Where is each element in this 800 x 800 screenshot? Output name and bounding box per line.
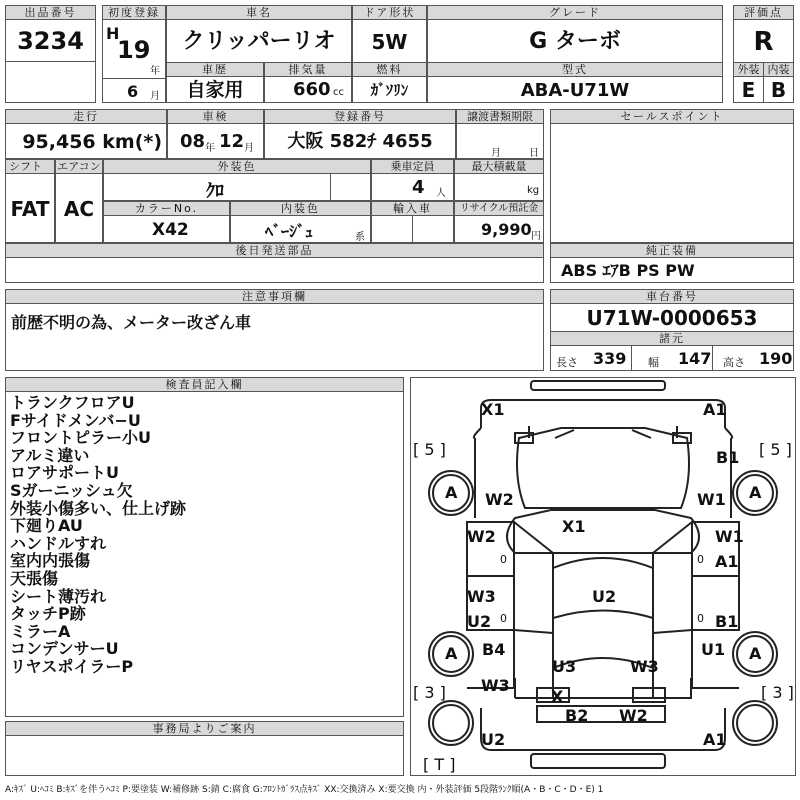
height: 190: [759, 349, 793, 368]
capacity-cell: [371, 173, 454, 201]
lot-blank: [5, 61, 96, 103]
mark-front-bumper-left: X1: [481, 400, 505, 419]
mark-right-quarter: U1: [701, 640, 726, 659]
mark-rear-bumper-right: A1: [703, 730, 727, 749]
color-no-header: カラーNo.: [103, 201, 230, 216]
inspector-line: シート薄汚れ: [10, 586, 107, 606]
recycle-unit: 円: [531, 231, 541, 242]
mark-right-fender: W1: [697, 490, 726, 509]
mark-right-fender-top: B1: [716, 448, 740, 467]
int-color-suffix: 系: [355, 232, 365, 243]
transfer-header: 譲渡書類期限: [456, 109, 544, 124]
mark-front-right-wheel: A: [749, 483, 762, 502]
mark-rear-left-wheel: A: [445, 644, 458, 663]
ac: AC: [55, 173, 103, 243]
capacity-unit: 人: [436, 188, 446, 199]
height-label: 高さ: [723, 356, 745, 369]
later-parts: [5, 257, 544, 283]
inspection-header: 車検: [167, 109, 264, 124]
mark-right-front-door-2: A1: [715, 552, 739, 571]
history: 自家用: [166, 76, 264, 103]
transfer-day-unit: 日: [529, 148, 539, 159]
model-header: 型式: [427, 62, 723, 77]
sales-point: [550, 123, 794, 243]
spec-length-cell: [550, 345, 632, 371]
exterior-grade: E: [733, 76, 764, 103]
int-color-cell: [230, 215, 371, 243]
displacement-unit: cc: [333, 87, 344, 98]
car-name-header: 車名: [166, 5, 352, 20]
mark-front-left-wheel: A: [445, 483, 458, 502]
mark-left-rear-door: W3: [467, 587, 496, 606]
legend: A:ｷｽﾞ U:ﾍｺﾐ B:ｷｽﾞを伴うﾍｺﾐ P:要塗装 W:補修跡 S:錆 C:腐食 G:ﾌﾛﾝﾄｶﾞﾗｽ点ｷｽﾞ XX:交換済み X:要交換 内・外装評価 5段階ﾗﾝｸ順(A・B・C・D・E) 1: [5, 785, 604, 795]
model: ABA-U71W: [427, 76, 723, 103]
reg-year: 19: [117, 36, 151, 64]
transfer-cell: [456, 123, 544, 159]
notes-text: 前歴不明の為、メーター改ざん車: [5, 303, 544, 371]
insp-year-unit: 年: [205, 143, 215, 154]
plate-header: 登録番号: [264, 109, 456, 124]
displacement-cell: [264, 76, 352, 103]
later-parts-header: 後日発送部品: [5, 243, 544, 258]
inspector-line: Sガーニッシュ欠: [10, 480, 133, 500]
inspector-header: 検査員記入欄: [5, 377, 404, 392]
fuel: ｶﾞｿﾘﾝ: [352, 76, 427, 103]
max-load-cell: [454, 173, 544, 201]
shift: FAT: [5, 173, 55, 243]
fuel-header: 燃料: [352, 62, 427, 77]
ext-color-extra: [330, 173, 371, 201]
era: H: [106, 24, 120, 43]
mark-left-front-door: W2: [467, 527, 496, 546]
ext-color-header: 外装色: [103, 159, 371, 174]
width-label: 幅: [648, 356, 659, 369]
mark-rear-panel-left: B2: [565, 706, 589, 725]
mark-left-quarter: B4: [482, 640, 506, 659]
reg-month: 6: [127, 82, 139, 101]
import-cell-a: [371, 215, 413, 243]
score-header: 評価点: [733, 5, 794, 20]
recycle-cell: [454, 215, 544, 243]
office-notes: [5, 735, 404, 776]
mark-roof: U2: [592, 587, 617, 606]
bracket-rear-left: [ 3 ]: [413, 683, 446, 702]
mark-rear-right-wheel: A: [749, 644, 762, 663]
ext-color: ｸﾛ: [206, 181, 224, 201]
insp-month-unit: 月: [244, 143, 254, 154]
max-load-header: 最大積載量: [454, 159, 544, 174]
inspector-line: リヤスポイラーP: [10, 656, 134, 676]
chassis: U71W-0000653: [550, 303, 794, 332]
capacity: 4: [412, 177, 425, 198]
length-label: 長さ: [556, 356, 578, 369]
int-color: ﾍﾞｰｼﾞｭ: [265, 222, 314, 241]
mark-front-bumper-right: A1: [703, 400, 727, 419]
reg-month-unit: 月: [150, 91, 160, 102]
genuine: ABS ｴｱB PS PW: [550, 257, 794, 283]
mark-rear-hatch-left: U3: [552, 657, 577, 676]
lot-number: 3234: [5, 19, 96, 62]
color-no: X42: [103, 215, 230, 243]
door-handle-left-rear: 0: [500, 612, 507, 625]
inspector-line: 室内内張傷: [10, 551, 91, 571]
notes-header: 注意事項欄: [5, 289, 544, 304]
inspector-line: 天張傷: [10, 568, 59, 588]
max-load-unit: kg: [527, 185, 540, 196]
transfer-month-unit: 月: [491, 148, 501, 159]
mark-rear-panel-right: W2: [619, 706, 648, 725]
score: R: [733, 19, 794, 63]
inspector-line: ミラーA: [10, 621, 71, 641]
first-reg-header: 初度登録: [102, 5, 166, 20]
bracket-front-right: [ 5 ]: [759, 440, 792, 459]
inspector-line: Fサイドメンバ−U: [10, 410, 141, 430]
mark-left-fender: W2: [485, 490, 514, 509]
grade: G ターボ: [427, 19, 723, 63]
history-header: 車歴: [166, 62, 264, 77]
ext-color-cell: [103, 173, 331, 201]
mark-left-rear: W3: [481, 676, 510, 695]
bracket-front-left: [ 5 ]: [413, 440, 446, 459]
door-handle-right-rear: 0: [697, 612, 704, 625]
spec-height-cell: [712, 345, 794, 371]
displacement: 660: [293, 79, 331, 100]
mark-rear-lamp: X: [551, 687, 564, 706]
door-type: 5W: [352, 19, 427, 63]
mileage: 95,456 km(*): [5, 123, 167, 159]
inspector-line: 外装小傷多い、仕上げ跡: [10, 498, 187, 518]
mark-windshield: X1: [562, 517, 586, 536]
import-header: 輸入車: [371, 201, 454, 216]
insp-month: 12: [219, 131, 245, 152]
int-color-header: 内装色: [230, 201, 371, 216]
inspector-line: タッチP跡: [10, 604, 86, 624]
car-diagram: [410, 377, 796, 776]
mark-rear-bumper-left: U2: [481, 730, 506, 749]
shift-header: シフト: [5, 159, 55, 174]
mark-rear-hatch-right: W3: [630, 657, 659, 676]
insp-year: 08: [180, 131, 206, 152]
inspection-cell: [167, 123, 264, 159]
inspector-notes: [5, 391, 404, 717]
plate: 大阪 582ﾁ 4655: [264, 123, 456, 159]
grade-header: グレード: [427, 5, 723, 20]
office-header: 事務局よりご案内: [5, 721, 404, 736]
displacement-header: 排気量: [264, 62, 352, 77]
mark-right-rear-door: B1: [715, 612, 739, 631]
spec-width-cell: [631, 345, 713, 371]
exterior-header: 外装: [733, 62, 764, 77]
bracket-trunk: [ T ]: [423, 755, 456, 774]
door-header: ドア形状: [352, 5, 427, 20]
import-cell-b: [412, 215, 454, 243]
first-reg-month-cell: [102, 78, 166, 103]
recycle: 9,990: [481, 220, 532, 239]
spec-header: 諸元: [550, 331, 794, 346]
door-handle-right-front: 0: [697, 553, 704, 566]
sales-point-header: セールスポイント: [550, 109, 794, 124]
bracket-rear-right: [ 3 ]: [761, 683, 794, 702]
mark-left-rear-door-2: U2: [467, 612, 492, 631]
car-name: クリッパーリオ: [166, 19, 352, 63]
length: 339: [593, 349, 627, 368]
car-outline: [411, 378, 795, 775]
interior-header: 内装: [763, 62, 794, 77]
reg-year-unit: 年: [150, 66, 160, 77]
inspector-line: トランクフロアU: [10, 393, 135, 412]
lot-number-header: 出品番号: [5, 5, 96, 20]
interior-grade: B: [763, 76, 794, 103]
inspector-line: フロントピラー小U: [10, 428, 151, 448]
capacity-header: 乗車定員: [371, 159, 454, 174]
mark-right-front-door: W1: [715, 527, 744, 546]
width: 147: [678, 349, 712, 368]
mileage-header: 走行: [5, 109, 167, 124]
inspector-line: ハンドルすれ: [10, 533, 107, 553]
door-handle-left-front: 0: [500, 553, 507, 566]
chassis-header: 車台番号: [550, 289, 794, 304]
ac-header: エアコン: [55, 159, 103, 174]
inspector-line: コンデンサーU: [10, 639, 119, 659]
first-reg-year-cell: [102, 19, 166, 79]
inspector-line: アルミ違い: [10, 445, 90, 465]
genuine-header: 純正装備: [550, 243, 794, 258]
inspector-line: ロアサポートU: [10, 463, 119, 483]
inspector-line: 下廻りAU: [10, 516, 83, 536]
recycle-header: リサイクル預託金: [454, 201, 544, 216]
